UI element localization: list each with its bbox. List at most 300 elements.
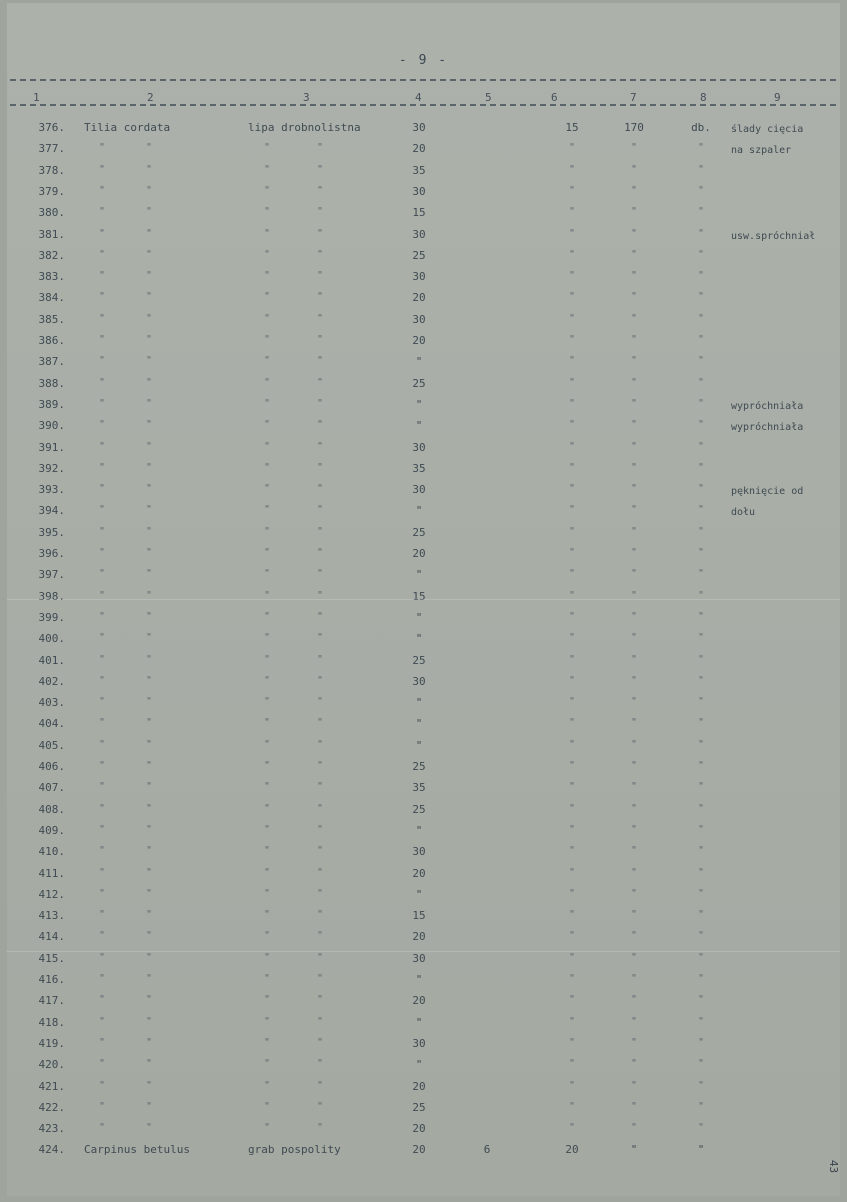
ditto-mark: ": [630, 1080, 638, 1091]
column-header-8: 8: [700, 91, 707, 104]
circumference-value: ": [415, 888, 423, 901]
circumference-value: 30: [412, 483, 426, 496]
ditto-mark: ": [630, 398, 638, 409]
ditto-mark: ": [568, 164, 576, 175]
ditto-mark: ": [99, 803, 106, 814]
ditto-mark: ": [697, 228, 705, 239]
ditto-mark: ": [630, 334, 638, 345]
ditto-mark: ": [317, 845, 324, 856]
table-row: [7, 1080, 840, 1100]
ditto-mark: ": [630, 547, 638, 558]
ditto-mark: ": [630, 313, 638, 324]
ditto-mark: ": [568, 1101, 576, 1112]
ditto-mark: ": [697, 952, 705, 963]
ditto-mark: ": [146, 824, 153, 835]
ditto-mark: ": [99, 1016, 106, 1027]
table-row: [7, 206, 840, 226]
ditto-mark: ": [697, 185, 705, 196]
remarks: pęknięcie od: [731, 486, 804, 497]
ditto-mark: ": [146, 334, 153, 345]
row-number: 399.: [38, 611, 65, 624]
ditto-mark: ": [630, 462, 638, 473]
table-row: [7, 675, 840, 695]
ditto-mark: ": [99, 206, 106, 217]
ditto-mark: ": [568, 504, 576, 515]
ditto-mark: ": [630, 185, 638, 196]
table-row: [7, 632, 840, 652]
ditto-mark: ": [630, 1101, 638, 1112]
ditto-mark: ": [568, 291, 576, 302]
ditto-mark: ": [146, 739, 153, 750]
ditto-mark: ": [317, 909, 324, 920]
ditto-mark: ": [99, 142, 106, 153]
circumference-value: 30: [412, 313, 426, 326]
ditto-mark: ": [317, 1037, 324, 1048]
table-row: [7, 717, 840, 737]
row-number: 416.: [38, 973, 65, 986]
ditto-mark: ": [264, 313, 271, 324]
ditto-mark: ": [99, 654, 106, 665]
ditto-mark: ": [697, 1101, 705, 1112]
ditto-mark: ": [630, 973, 638, 984]
row-number: 403.: [38, 696, 65, 709]
column-header-9: 9: [774, 91, 781, 104]
column-header-3: 3: [303, 91, 310, 104]
ditto-mark: ": [99, 845, 106, 856]
ditto-mark: ": [146, 845, 153, 856]
circumference-value: ": [415, 419, 423, 432]
ditto-mark: ": [317, 952, 324, 963]
ditto-mark: ": [99, 526, 106, 537]
row-number: 397.: [38, 568, 65, 581]
ditto-mark: ": [317, 483, 324, 494]
ditto-mark: ": [630, 675, 638, 686]
circumference-value: 20: [412, 142, 426, 155]
ditto-mark: ": [630, 1037, 638, 1048]
ditto-mark: ": [99, 355, 106, 366]
ditto-mark: ": [146, 185, 153, 196]
ditto-mark: ": [630, 1058, 638, 1069]
ditto-mark: ": [99, 590, 106, 601]
ditto-mark: ": [317, 867, 324, 878]
row-number: 385.: [38, 313, 65, 326]
ditto-mark: ": [697, 739, 705, 750]
ditto-mark: ": [317, 185, 324, 196]
ditto-mark: ": [630, 228, 638, 239]
table-row: [7, 462, 840, 482]
circumference-value: 25: [412, 760, 426, 773]
ditto-mark: ": [146, 1122, 153, 1133]
circumference-value: 25: [412, 654, 426, 667]
ditto-mark: ": [630, 867, 638, 878]
ditto-mark: ": [264, 504, 271, 515]
ditto-mark: ": [568, 867, 576, 878]
row-number: 396.: [38, 547, 65, 560]
row-number: 417.: [38, 994, 65, 1007]
ditto-mark: ": [99, 164, 106, 175]
ditto-mark: ": [630, 717, 638, 728]
ditto-mark: ": [264, 675, 271, 686]
ditto-mark: ": [697, 462, 705, 473]
ditto-mark: ": [697, 654, 705, 665]
ditto-mark: ": [99, 973, 106, 984]
row-number: 400.: [38, 632, 65, 645]
circumference-value: 30: [412, 228, 426, 241]
ditto-mark: ": [697, 845, 705, 856]
row-number: 398.: [38, 590, 65, 603]
row-number: 391.: [38, 441, 65, 454]
ditto-mark: ": [99, 270, 106, 281]
ditto-mark: ": [146, 568, 153, 579]
row-number: 404.: [38, 717, 65, 730]
ditto-mark: ": [630, 824, 638, 835]
latin-name: Carpinus betulus: [84, 1143, 190, 1156]
circumference-value: 30: [412, 270, 426, 283]
ditto-mark: ": [146, 462, 153, 473]
row-number: 406.: [38, 760, 65, 773]
row-number: 381.: [38, 228, 65, 241]
ditto-mark: ": [630, 419, 638, 430]
ditto-mark: ": [146, 526, 153, 537]
ditto-mark: ": [697, 1122, 705, 1133]
table-row: [7, 1037, 840, 1057]
ditto-mark: ": [697, 313, 705, 324]
table-row: [7, 441, 840, 461]
ditto-mark: ": [568, 845, 576, 856]
ditto-mark: ": [99, 888, 106, 899]
ditto-mark: ": [630, 291, 638, 302]
ditto-mark: ": [568, 249, 576, 260]
table-row: [7, 249, 840, 269]
ditto-mark: ": [264, 419, 271, 430]
remarks: usw.spróchniał: [731, 231, 816, 242]
ditto-mark: ": [630, 590, 638, 601]
header-rule-top: [10, 79, 836, 81]
ditto-mark: ": [568, 632, 576, 643]
ditto-mark: ": [317, 696, 324, 707]
ditto-mark: ": [568, 313, 576, 324]
ditto-mark: ": [630, 377, 638, 388]
ditto-mark: ": [317, 547, 324, 558]
circumference-value: 20: [412, 1143, 426, 1156]
ditto-mark: ": [697, 717, 705, 728]
ditto-mark: ": [630, 249, 638, 260]
ditto-mark: ": [99, 504, 106, 515]
table-row: [7, 121, 840, 141]
ditto-mark: ": [568, 717, 576, 728]
ditto-mark: ": [264, 1122, 271, 1133]
condition-value: ": [697, 1143, 705, 1156]
ditto-mark: ": [568, 419, 576, 430]
ditto-mark: ": [146, 973, 153, 984]
ditto-mark: ": [697, 291, 705, 302]
ditto-mark: ": [317, 590, 324, 601]
row-number: 415.: [38, 952, 65, 965]
circumference-value: ": [415, 696, 423, 709]
ditto-mark: ": [264, 717, 271, 728]
ditto-mark: ": [264, 206, 271, 217]
ditto-mark: ": [630, 1016, 638, 1027]
table-row: [7, 228, 840, 248]
ditto-mark: ": [317, 1101, 324, 1112]
ditto-mark: ": [264, 760, 271, 771]
ditto-mark: ": [317, 334, 324, 345]
ditto-mark: ": [697, 526, 705, 537]
table-row: [7, 185, 840, 205]
ditto-mark: ": [697, 994, 705, 1005]
ditto-mark: ": [568, 1016, 576, 1027]
ditto-mark: ": [697, 675, 705, 686]
ditto-mark: ": [697, 142, 705, 153]
ditto-mark: ": [264, 632, 271, 643]
column-header-6: 6: [551, 91, 558, 104]
ditto-mark: ": [99, 1037, 106, 1048]
ditto-mark: ": [697, 888, 705, 899]
ditto-mark: ": [146, 291, 153, 302]
ditto-mark: ": [99, 1122, 106, 1133]
ditto-mark: ": [630, 930, 638, 941]
ditto-mark: ": [697, 504, 705, 515]
row-number: 402.: [38, 675, 65, 688]
ditto-mark: ": [99, 547, 106, 558]
ditto-mark: ": [317, 994, 324, 1005]
ditto-mark: ": [264, 291, 271, 302]
ditto-mark: ": [568, 973, 576, 984]
ditto-mark: ": [264, 739, 271, 750]
ditto-mark: ": [697, 270, 705, 281]
ditto-mark: ": [697, 1016, 705, 1027]
ditto-mark: ": [630, 142, 638, 153]
page-header: - 9 -: [398, 53, 449, 68]
ditto-mark: ": [317, 526, 324, 537]
ditto-mark: ": [99, 568, 106, 579]
ditto-mark: ": [146, 1037, 153, 1048]
circumference-value: ": [415, 739, 423, 752]
ditto-mark: ": [99, 228, 106, 239]
table-row: [7, 1058, 840, 1078]
ditto-mark: ": [630, 270, 638, 281]
table-row: [7, 142, 840, 162]
table-row: [7, 355, 840, 375]
ditto-mark: ": [99, 675, 106, 686]
ditto-mark: ": [264, 654, 271, 665]
ditto-mark: ": [568, 1122, 576, 1133]
circumference-value: 30: [412, 952, 426, 965]
table-row: [7, 994, 840, 1014]
ditto-mark: ": [264, 398, 271, 409]
ditto-mark: ": [146, 696, 153, 707]
remarks: na szpaler: [731, 145, 792, 156]
table-row: [7, 739, 840, 759]
circumference-value: 20: [412, 291, 426, 304]
row-number: 413.: [38, 909, 65, 922]
row-number: 387.: [38, 355, 65, 368]
ditto-mark: ": [697, 419, 705, 430]
ditto-mark: ": [146, 164, 153, 175]
ditto-mark: ": [697, 867, 705, 878]
column-header-7: 7: [630, 91, 637, 104]
table-row: [7, 483, 840, 503]
circumference-value: 20: [412, 334, 426, 347]
ditto-mark: ": [264, 483, 271, 494]
row-number: 414.: [38, 930, 65, 943]
ditto-mark: ": [317, 739, 324, 750]
ditto-mark: ": [146, 654, 153, 665]
ditto-mark: ": [630, 632, 638, 643]
row-number: 376.: [38, 121, 65, 134]
table-row: [7, 270, 840, 290]
ditto-mark: ": [568, 377, 576, 388]
table-row: [7, 845, 840, 865]
ditto-mark: ": [146, 611, 153, 622]
ditto-mark: ": [264, 270, 271, 281]
column-header-5: 5: [485, 91, 492, 104]
circumference-value: ": [415, 973, 423, 986]
table-row: [7, 419, 840, 439]
row-number: 388.: [38, 377, 65, 390]
table-row: [7, 1101, 840, 1121]
ditto-mark: ": [630, 696, 638, 707]
table-row: [7, 504, 840, 524]
table-row: [7, 781, 840, 801]
ditto-mark: ": [264, 994, 271, 1005]
row-number: 383.: [38, 270, 65, 283]
ditto-mark: ": [697, 164, 705, 175]
row-number: 422.: [38, 1101, 65, 1114]
ditto-mark: ": [264, 228, 271, 239]
ditto-mark: ": [317, 504, 324, 515]
ditto-mark: ": [146, 1016, 153, 1027]
row-number: 412.: [38, 888, 65, 901]
ditto-mark: ": [630, 760, 638, 771]
ditto-mark: ": [99, 867, 106, 878]
ditto-mark: ": [264, 1037, 271, 1048]
ditto-mark: ": [146, 206, 153, 217]
ditto-mark: ": [99, 632, 106, 643]
ditto-mark: ": [317, 462, 324, 473]
ditto-mark: ": [568, 355, 576, 366]
ditto-mark: ": [146, 909, 153, 920]
ditto-mark: ": [317, 441, 324, 452]
circumference-value: 25: [412, 249, 426, 262]
ditto-mark: ": [568, 675, 576, 686]
ditto-mark: ": [568, 994, 576, 1005]
table-row: [7, 611, 840, 631]
ditto-mark: ": [264, 611, 271, 622]
paper-fold: [7, 951, 840, 952]
ditto-mark: ": [264, 164, 271, 175]
ditto-mark: ": [630, 504, 638, 515]
row-number: 409.: [38, 824, 65, 837]
row-number: 390.: [38, 419, 65, 432]
circumference-value: 25: [412, 1101, 426, 1114]
ditto-mark: ": [264, 185, 271, 196]
circumference-value: 35: [412, 781, 426, 794]
ditto-mark: ": [317, 888, 324, 899]
ditto-mark: ": [568, 611, 576, 622]
circumference-value: ": [415, 355, 423, 368]
column-6-value: 15: [565, 121, 579, 134]
ditto-mark: ": [264, 462, 271, 473]
row-number: 386.: [38, 334, 65, 347]
ditto-mark: ": [264, 973, 271, 984]
circumference-value: ": [415, 824, 423, 837]
ditto-mark: ": [264, 355, 271, 366]
ditto-mark: ": [264, 781, 271, 792]
column-6-value: 20: [565, 1143, 579, 1156]
row-number: 392.: [38, 462, 65, 475]
row-number: 407.: [38, 781, 65, 794]
ditto-mark: ": [99, 739, 106, 750]
ditto-mark: ": [697, 930, 705, 941]
row-number: 421.: [38, 1080, 65, 1093]
ditto-mark: ": [568, 654, 576, 665]
ditto-mark: ": [697, 696, 705, 707]
ditto-mark: ": [568, 185, 576, 196]
ditto-mark: ": [264, 824, 271, 835]
ditto-mark: ": [99, 291, 106, 302]
row-number: 405.: [38, 739, 65, 752]
ditto-mark: ": [568, 462, 576, 473]
column-header-1: 1: [33, 91, 40, 104]
ditto-mark: ": [146, 994, 153, 1005]
ditto-mark: ": [146, 398, 153, 409]
ditto-mark: ": [630, 909, 638, 920]
row-number: 410.: [38, 845, 65, 858]
ditto-mark: ": [99, 483, 106, 494]
ditto-mark: ": [697, 334, 705, 345]
ditto-mark: ": [317, 717, 324, 728]
ditto-mark: ": [568, 909, 576, 920]
ditto-mark: ": [317, 206, 324, 217]
ditto-mark: ": [317, 142, 324, 153]
table-row: [7, 696, 840, 716]
ditto-mark: ": [99, 952, 106, 963]
ditto-mark: ": [568, 334, 576, 345]
ditto-mark: ": [146, 228, 153, 239]
ditto-mark: ": [697, 1058, 705, 1069]
document-page: [7, 3, 840, 1196]
row-number: 378.: [38, 164, 65, 177]
column-header-2: 2: [147, 91, 154, 104]
ditto-mark: ": [630, 164, 638, 175]
circumference-value: ": [415, 611, 423, 624]
table-row: [7, 291, 840, 311]
ditto-mark: ": [146, 952, 153, 963]
ditto-mark: ": [99, 717, 106, 728]
ditto-mark: ": [99, 441, 106, 452]
ditto-mark: ": [146, 760, 153, 771]
row-number: 389.: [38, 398, 65, 411]
ditto-mark: ": [264, 334, 271, 345]
ditto-mark: ": [568, 526, 576, 537]
ditto-mark: ": [264, 1080, 271, 1091]
row-number: 382.: [38, 249, 65, 262]
ditto-mark: ": [99, 419, 106, 430]
ditto-mark: ": [630, 803, 638, 814]
ditto-mark: ": [146, 781, 153, 792]
remarks: wypróchniała: [731, 401, 804, 412]
table-row: [7, 654, 840, 674]
row-number: 408.: [38, 803, 65, 816]
ditto-mark: ": [317, 973, 324, 984]
ditto-mark: ": [697, 206, 705, 217]
circumference-value: 25: [412, 526, 426, 539]
condition-value: db.: [691, 121, 711, 134]
ditto-mark: ": [568, 547, 576, 558]
table-row: [7, 973, 840, 993]
column-7-value: ": [630, 1143, 638, 1156]
